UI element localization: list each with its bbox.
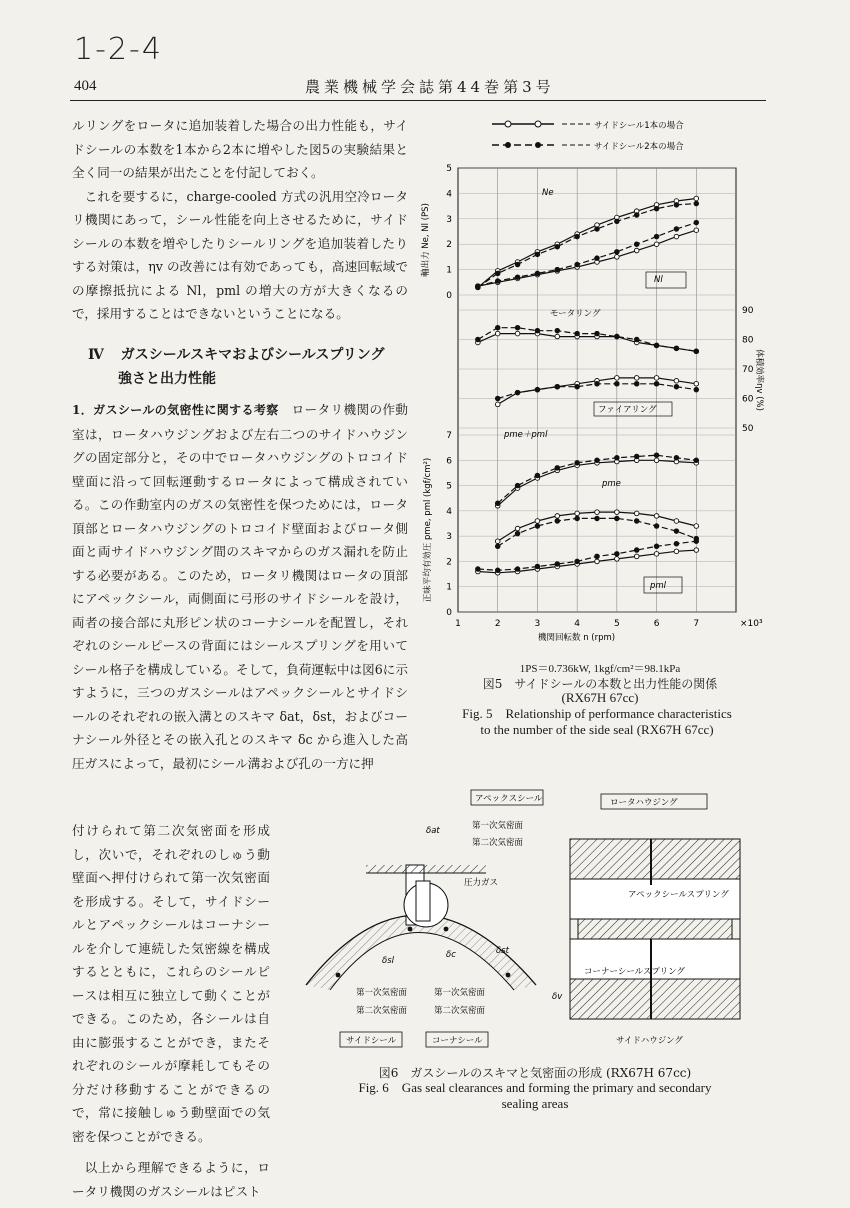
fig5-caption-en-line2: to the number of the side seal (RX67H 67cc) bbox=[480, 722, 714, 737]
data-point bbox=[476, 337, 481, 342]
data-point bbox=[654, 206, 659, 211]
pressure-gas-label: 圧力ガス bbox=[464, 878, 499, 888]
x-tick-label: 2 bbox=[494, 619, 501, 629]
paragraph-3-continued: 付けられて第二次気密面を形成し，次いで，それぞれのしゅう動壁面へ押付けられて第一次気密面を形成する。そして，サイドシールとアペックシールはコーナシールを介して連続した気密線を構成するとともに，これらのシールピースは相互に独立して動くことができる。このため，各シールは自由に膨張することができ，またそれぞれのシールが摩耗してもその分だけ移動することができるので，常に接触しゅう動壁面での気密を保つことができる。 bbox=[72, 823, 270, 1144]
data-point bbox=[654, 381, 659, 386]
y-tick-label: 0 bbox=[446, 291, 452, 301]
label-ne: Ne bbox=[542, 188, 554, 198]
data-point bbox=[575, 511, 580, 516]
data-point bbox=[634, 248, 639, 253]
data-point bbox=[555, 244, 560, 249]
data-point bbox=[694, 349, 699, 354]
data-point bbox=[495, 271, 500, 276]
data-point bbox=[495, 279, 500, 284]
data-point bbox=[634, 213, 639, 218]
data-point bbox=[674, 379, 679, 384]
data-point bbox=[654, 343, 659, 348]
delta-v-label: δv bbox=[552, 992, 563, 1002]
data-point bbox=[595, 256, 600, 261]
data-point bbox=[595, 458, 600, 463]
legend-one-label: サイドシール1本の場合 bbox=[594, 121, 684, 131]
series-line bbox=[498, 518, 697, 546]
data-point bbox=[634, 554, 639, 559]
data-point bbox=[674, 549, 679, 554]
secondary-face-label-2: 第二次気密面 bbox=[356, 1006, 408, 1016]
x-axis-label: 機関回転数 n (rpm) bbox=[538, 633, 616, 643]
data-point bbox=[515, 262, 520, 267]
y-tick-label: 6 bbox=[446, 456, 452, 467]
delta-sl-label: δsl bbox=[382, 956, 394, 966]
data-point bbox=[615, 219, 620, 224]
data-point bbox=[555, 562, 560, 567]
label-pml: pml bbox=[650, 581, 667, 591]
data-point bbox=[654, 524, 659, 529]
data-point bbox=[634, 337, 639, 342]
primary-face-label-2: 第一次気密面 bbox=[356, 988, 408, 998]
section-heading bbox=[88, 343, 418, 391]
figure-6-diagram bbox=[286, 785, 766, 1060]
series-line bbox=[478, 199, 696, 288]
fig5-caption-en-line1: Fig. 5 Relationship of performance characteristics bbox=[462, 706, 732, 721]
housing-cross-section bbox=[570, 839, 740, 1019]
data-point bbox=[654, 544, 659, 549]
data-point bbox=[495, 402, 500, 407]
data-point bbox=[595, 381, 600, 386]
data-point bbox=[634, 454, 639, 459]
data-point bbox=[535, 519, 540, 524]
data-point bbox=[495, 544, 500, 549]
data-point bbox=[595, 227, 600, 232]
data-point bbox=[615, 255, 620, 260]
y-bottom-label: 正味平均有効圧 pme, pml (kgf/cm²) bbox=[423, 457, 433, 603]
y-right-label: 体積効率ηv (%) bbox=[754, 349, 764, 411]
data-point bbox=[535, 473, 540, 478]
y-tick-label: 2 bbox=[446, 557, 452, 568]
label-nl: Nl bbox=[654, 275, 663, 285]
data-point bbox=[535, 252, 540, 257]
y-tick-label: 3 bbox=[446, 532, 452, 543]
series-line bbox=[478, 334, 696, 352]
data-point bbox=[555, 384, 560, 389]
legend-two-label: サイドシール2本の場合 bbox=[594, 142, 684, 152]
data-point bbox=[535, 524, 540, 529]
data-point bbox=[654, 552, 659, 557]
subsection-label: 1．ガスシールの気密性に関する考察 bbox=[72, 403, 279, 417]
label-pme-pml: pme＋pml bbox=[504, 430, 548, 440]
data-point bbox=[575, 384, 580, 389]
side-housing-label: サイドハウジング bbox=[616, 1036, 683, 1046]
data-point bbox=[495, 331, 500, 336]
data-point bbox=[674, 203, 679, 208]
section-title-line1: ガスシールスキマおよびシールスプリング bbox=[120, 347, 385, 363]
apex-spring-label: アペックシールスプリング bbox=[628, 890, 729, 900]
data-point bbox=[515, 331, 520, 336]
data-point bbox=[615, 381, 620, 386]
plot-curves bbox=[476, 196, 699, 575]
primary-face-label-3: 第一次気密面 bbox=[434, 988, 486, 998]
data-point bbox=[615, 557, 620, 562]
x-tick-label: 6 bbox=[653, 619, 660, 629]
data-point bbox=[476, 284, 481, 289]
series-line bbox=[478, 230, 696, 286]
data-point bbox=[595, 331, 600, 336]
data-point bbox=[674, 541, 679, 546]
data-point bbox=[694, 196, 699, 201]
data-point bbox=[535, 271, 540, 276]
label-pme: pme bbox=[602, 479, 621, 489]
paragraph-1: ルリングをロータに追加装着した場合の出力性能も，サイドシールの本数を1本から2本に増やした図5の実験結果と全く同一の結果が出たことを付記しておく。 bbox=[72, 118, 408, 180]
secondary-face-label-3: 第二次気密面 bbox=[434, 1006, 486, 1016]
handwritten-note: 1-2-4 bbox=[74, 32, 163, 67]
data-point bbox=[595, 559, 600, 564]
y-tick-label: 80 bbox=[742, 335, 754, 346]
data-point bbox=[615, 455, 620, 460]
data-point bbox=[654, 242, 659, 247]
data-point bbox=[615, 516, 620, 521]
data-point bbox=[674, 519, 679, 524]
delta-at-label: δat bbox=[426, 826, 440, 836]
header-rule bbox=[70, 100, 766, 101]
page-number: 404 bbox=[74, 78, 97, 94]
figure-5-chart bbox=[418, 110, 768, 655]
corner-spring-label: コーナーシールスプリング bbox=[584, 967, 685, 977]
rotor-arc-section bbox=[306, 865, 536, 990]
fig6-caption-en-line1: Fig. 6 Gas seal clearances and forming the primary and secondary bbox=[358, 1080, 712, 1095]
unit-note: 1PS＝0.736kW, 1kgf/cm²＝98.1kPa bbox=[519, 663, 681, 675]
data-point bbox=[555, 466, 560, 471]
data-point bbox=[634, 511, 639, 516]
x-tick-label: 4 bbox=[574, 619, 581, 629]
data-point bbox=[575, 559, 580, 564]
data-point bbox=[515, 483, 520, 488]
x-tick-label: 3 bbox=[534, 619, 541, 629]
data-point bbox=[555, 334, 560, 339]
fig5-caption-jp2: (RX67H 67cc) bbox=[561, 690, 639, 705]
data-point bbox=[515, 526, 520, 531]
data-point bbox=[634, 519, 639, 524]
y-tick-label: 50 bbox=[742, 424, 754, 434]
left-column-main bbox=[72, 398, 408, 775]
data-point bbox=[694, 458, 699, 463]
data-point bbox=[674, 529, 679, 534]
data-point bbox=[515, 275, 520, 280]
data-point bbox=[694, 548, 699, 553]
y-tick-label: 2 bbox=[446, 240, 452, 251]
data-point bbox=[495, 501, 500, 506]
y-tick-label: 5 bbox=[446, 481, 452, 492]
data-point bbox=[555, 267, 560, 272]
fig6-caption-jp: 図6 ガスシールのスキマと気密面の形成 (RX67H 67cc) bbox=[378, 1066, 692, 1080]
data-point bbox=[654, 514, 659, 519]
data-point bbox=[535, 328, 540, 333]
rotor-housing-label: ロータハウジング bbox=[610, 798, 678, 808]
left-column-narrow bbox=[72, 819, 270, 1203]
data-point bbox=[615, 552, 620, 557]
fig5-caption-jp: 図5 サイドシールの本数と出力性能の関係 bbox=[482, 677, 718, 691]
data-point bbox=[654, 376, 659, 381]
data-point bbox=[515, 531, 520, 536]
series-line bbox=[498, 460, 697, 506]
data-point bbox=[634, 548, 639, 553]
data-point bbox=[694, 228, 699, 233]
data-point bbox=[515, 567, 520, 572]
data-point bbox=[654, 234, 659, 239]
label-motoring: モータリング bbox=[550, 309, 601, 319]
data-point bbox=[575, 262, 580, 267]
data-point bbox=[674, 455, 679, 460]
x-tick-label: 7 bbox=[693, 619, 700, 629]
data-point bbox=[615, 376, 620, 381]
fig5-caption-en bbox=[412, 698, 782, 738]
data-point bbox=[575, 461, 580, 466]
data-point bbox=[476, 567, 481, 572]
label-nl-box bbox=[646, 272, 686, 288]
primary-face-label: 第一次気密面 bbox=[472, 821, 524, 831]
data-point bbox=[495, 325, 500, 330]
data-point bbox=[674, 227, 679, 232]
data-point bbox=[555, 519, 560, 524]
secondary-face-label: 第二次気密面 bbox=[472, 838, 524, 848]
running-header: 農業機械学会誌第44巻第3号 bbox=[305, 78, 555, 96]
data-point bbox=[515, 390, 520, 395]
data-point bbox=[595, 554, 600, 559]
data-point bbox=[495, 568, 500, 573]
data-point bbox=[535, 564, 540, 569]
data-point bbox=[634, 376, 639, 381]
y-tick-label: 5 bbox=[446, 164, 452, 174]
data-point bbox=[575, 331, 580, 336]
section-number: Ⅳ bbox=[88, 347, 104, 363]
data-point bbox=[535, 387, 540, 392]
paragraph-3: 動室は，ロータハウジングおよび左右二つのサイドハウジングの固定部分と，その中でロータハウジングのトロコイド壁面に沿って回転運動するロータによって構成されている。この作動室内のガスの気密性を保つためには，ロータ頂部とロータハウジングのトロコイド壁面およびロータ側面と両サイドハウジング間のスキマからのガス漏れを防止する必要がある。このため，ロータリ機関はロータの頂部にアペックシール，両側面に弓形のサイドシールを設け，両者の接合部に丸形ピン状のコーナシールを配置し，それぞれのシールピースの背面にはシールスプリングを用いてシール格子を構成している。そして，負荷運転中は図6に示すように，三つのガスシールはアペックシールとサイドシールのそれぞれの嵌入溝とのスキマ δat，δst，およびコーナシール外径とその嵌入孔とのスキマ δc から進入した高圧ガスによって，最初にシール溝および孔の一方に押 bbox=[72, 402, 408, 771]
y-tick-label: 70 bbox=[742, 365, 754, 375]
data-point bbox=[694, 524, 699, 529]
series-line bbox=[478, 204, 696, 288]
data-point bbox=[575, 516, 580, 521]
data-point bbox=[555, 328, 560, 333]
data-point bbox=[515, 325, 520, 330]
figure-5-legend bbox=[492, 120, 684, 152]
y-tick-label: 3 bbox=[446, 214, 452, 225]
data-point bbox=[674, 234, 679, 239]
y-tick-label: 0 bbox=[446, 608, 452, 618]
data-point bbox=[654, 458, 659, 463]
paragraph-2: これを要するに，charge-cooled 方式の汎用空冷ロータリ機関にあって，シール性能を向上させるために，サイドシールの本数を増やしたりシールリングを追加装着したりする対策は，ηv の改善には有効であっても，高速回転域での摩擦抵抗による Nl，pml の増大の方が大きくなるので，採用することはできないということになる。 bbox=[72, 188, 408, 321]
y-tick-label: 90 bbox=[742, 306, 754, 316]
data-point bbox=[694, 201, 699, 206]
data-point bbox=[615, 334, 620, 339]
apex-seal-label: アペックスシール bbox=[475, 794, 543, 804]
y-tick-label: 60 bbox=[742, 394, 754, 405]
plot-axes bbox=[446, 164, 753, 629]
section-title-line2: 強さと出力性能 bbox=[118, 371, 216, 387]
data-point bbox=[615, 510, 620, 515]
side-seal-label: サイドシール bbox=[346, 1036, 397, 1046]
data-point bbox=[575, 234, 580, 239]
paragraph-4: 以上から理解できるように，ロータリ機関のガスシールはピスト bbox=[72, 1160, 270, 1199]
data-point bbox=[654, 453, 659, 458]
x-tick-label: 5 bbox=[613, 619, 620, 629]
data-point bbox=[615, 250, 620, 255]
data-point bbox=[694, 387, 699, 392]
data-point bbox=[674, 384, 679, 389]
corner-seal-label: コーナシール bbox=[432, 1036, 483, 1046]
data-point bbox=[495, 396, 500, 401]
series-line bbox=[478, 541, 696, 570]
paragraph-3-start: ロータリ機関の作 bbox=[291, 402, 396, 417]
series-line bbox=[478, 223, 696, 287]
data-point bbox=[595, 510, 600, 515]
data-point bbox=[694, 539, 699, 544]
data-point bbox=[595, 516, 600, 521]
y-top-label: 軸出力 Ne, Nl (PS) bbox=[421, 203, 431, 277]
data-point bbox=[634, 381, 639, 386]
x-multiplier: ×10³ bbox=[740, 619, 763, 629]
y-tick-label: 4 bbox=[446, 506, 452, 517]
y-tick-label: 1 bbox=[446, 582, 452, 593]
left-column-upper bbox=[72, 114, 408, 326]
fig6-caption-en bbox=[300, 1080, 770, 1112]
fig6-caption-en-line2: sealing areas bbox=[501, 1096, 569, 1111]
label-firing: ファイアリング bbox=[598, 405, 657, 415]
data-point bbox=[555, 514, 560, 519]
x-tick-label: 1 bbox=[455, 619, 461, 629]
y-tick-label: 7 bbox=[446, 431, 452, 441]
delta-st-label: δst bbox=[496, 946, 509, 956]
data-point bbox=[674, 346, 679, 351]
data-point bbox=[634, 242, 639, 247]
data-point bbox=[694, 220, 699, 225]
y-tick-label: 1 bbox=[446, 265, 452, 276]
data-point bbox=[694, 381, 699, 386]
data-point bbox=[495, 539, 500, 544]
delta-c-label: δc bbox=[446, 950, 456, 960]
y-tick-label: 4 bbox=[446, 189, 452, 200]
